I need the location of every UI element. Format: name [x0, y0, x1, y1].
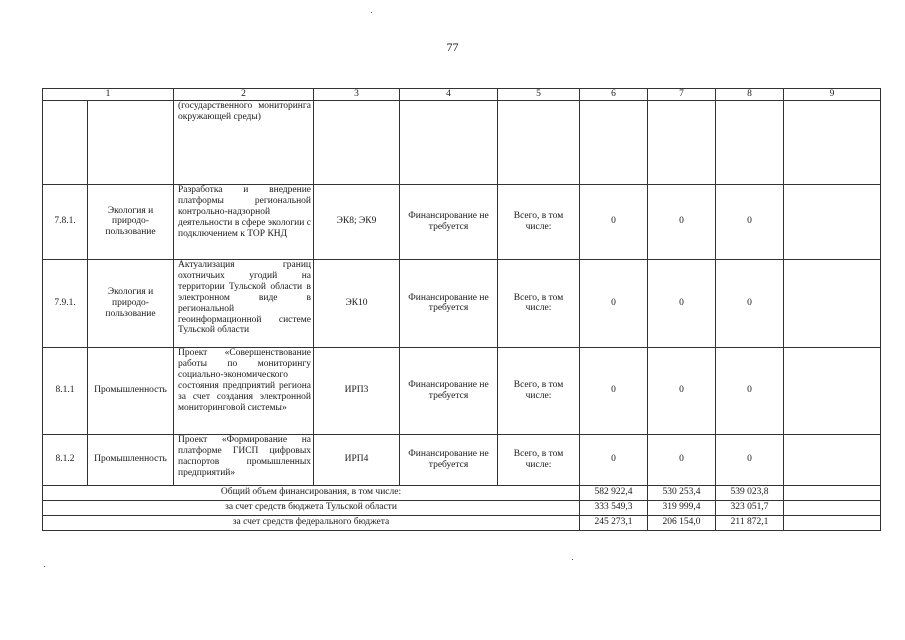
row-value-9 — [784, 434, 881, 485]
row-total — [498, 100, 580, 184]
header-col-5: 5 — [498, 89, 580, 101]
row-value-6: 0 — [580, 184, 648, 259]
scan-speck-bottom-right — [572, 559, 573, 560]
summary-value-6: 245 273,1 — [580, 515, 648, 530]
row-total: Всего, в том числе: — [498, 347, 580, 434]
header-col-8: 8 — [716, 89, 784, 101]
row-value-9 — [784, 347, 881, 434]
row-value-8: 0 — [716, 347, 784, 434]
summary-label: Общий объем финансирования, в том числе: — [43, 485, 580, 500]
row-area: Промышленность — [88, 347, 174, 434]
row-value-7: 0 — [648, 434, 716, 485]
table-row — [43, 100, 881, 184]
row-description: Проект «Совершенствование работы по мониторингу социально-экономического состояния предприятий региона за счет создания электронной мониторинговой системы» — [174, 347, 314, 434]
row-description: Разработка и внедрение платформы региональной контрольно-надзорной деятельности в сфере экологии с подключением к ТОР КНД — [174, 184, 314, 259]
column-number-row — [43, 89, 881, 101]
row-financing: Финансирование не требуется — [400, 184, 498, 259]
row-number — [43, 100, 88, 184]
row-value-7: 0 — [648, 259, 716, 347]
row-value-6 — [580, 100, 648, 184]
row-total: Всего, в том числе: — [498, 184, 580, 259]
row-value-9 — [784, 100, 881, 184]
row-value-9 — [784, 184, 881, 259]
row-area: Экология и природо-пользование — [88, 184, 174, 259]
header-col-1: 1 — [43, 89, 174, 101]
summary-value-7: 319 999,4 — [648, 500, 716, 515]
table-row — [43, 259, 881, 347]
table-row — [43, 184, 881, 259]
row-value-8 — [716, 100, 784, 184]
summary-value-9 — [784, 515, 881, 530]
row-financing: Финансирование не требуется — [400, 434, 498, 485]
row-number: 7.8.1. — [43, 184, 88, 259]
header-col-9: 9 — [784, 89, 881, 101]
row-value-7: 0 — [648, 347, 716, 434]
scan-speck-top — [371, 12, 372, 13]
summary-value-8: 323 051,7 — [716, 500, 784, 515]
financing-table — [42, 88, 881, 531]
row-indicator: ИРП4 — [314, 434, 400, 485]
summary-value-9 — [784, 485, 881, 500]
row-financing: Финансирование не требуется — [400, 347, 498, 434]
row-number: 7.9.1. — [43, 259, 88, 347]
summary-value-9 — [784, 500, 881, 515]
table-row — [43, 347, 881, 434]
row-total: Всего, в том числе: — [498, 434, 580, 485]
row-financing: Финансирование не требуется — [400, 259, 498, 347]
row-value-6: 0 — [580, 434, 648, 485]
row-description: Актуализация границ охотничьих угодий на территории Тульской области в электронном виде в региональной геоинформационной системе Тульской области — [174, 259, 314, 347]
summary-value-6: 333 549,3 — [580, 500, 648, 515]
summary-value-7: 206 154,0 — [648, 515, 716, 530]
summary-row-regional-budget — [43, 500, 881, 515]
row-area — [88, 100, 174, 184]
summary-value-7: 530 253,4 — [648, 485, 716, 500]
summary-label: за счет средств бюджета Тульской области — [43, 500, 580, 515]
summary-value-8: 211 872,1 — [716, 515, 784, 530]
summary-label: за счет средств федерального бюджета — [43, 515, 580, 530]
row-value-8: 0 — [716, 434, 784, 485]
summary-value-8: 539 023,8 — [716, 485, 784, 500]
header-col-3: 3 — [314, 89, 400, 101]
row-value-9 — [784, 259, 881, 347]
row-financing — [400, 100, 498, 184]
row-indicator — [314, 100, 400, 184]
row-description: Проект «Формирование на платформе ГИСП цифровых паспортов промышленных предприятий» — [174, 434, 314, 485]
row-value-6: 0 — [580, 347, 648, 434]
scan-speck-bottom-left — [44, 566, 45, 567]
summary-value-6: 582 922,4 — [580, 485, 648, 500]
row-value-6: 0 — [580, 259, 648, 347]
row-area: Промышленность — [88, 434, 174, 485]
row-value-7 — [648, 100, 716, 184]
table-row — [43, 434, 881, 485]
summary-row-total — [43, 485, 881, 500]
row-indicator: ЭК10 — [314, 259, 400, 347]
row-indicator: ЭК8; ЭК9 — [314, 184, 400, 259]
row-value-8: 0 — [716, 259, 784, 347]
row-value-8: 0 — [716, 184, 784, 259]
header-col-6: 6 — [580, 89, 648, 101]
row-area: Экология и природо-пользование — [88, 259, 174, 347]
row-value-7: 0 — [648, 184, 716, 259]
header-col-4: 4 — [400, 89, 498, 101]
row-indicator: ИРП3 — [314, 347, 400, 434]
header-col-7: 7 — [648, 89, 716, 101]
row-number: 8.1.1 — [43, 347, 88, 434]
row-number: 8.1.2 — [43, 434, 88, 485]
row-total: Всего, в том числе: — [498, 259, 580, 347]
summary-row-federal-budget — [43, 515, 881, 530]
page-number: 77 — [446, 40, 459, 54]
row-description: (государственного мониторинга окружающей среды) — [174, 100, 314, 184]
header-col-2: 2 — [174, 89, 314, 101]
